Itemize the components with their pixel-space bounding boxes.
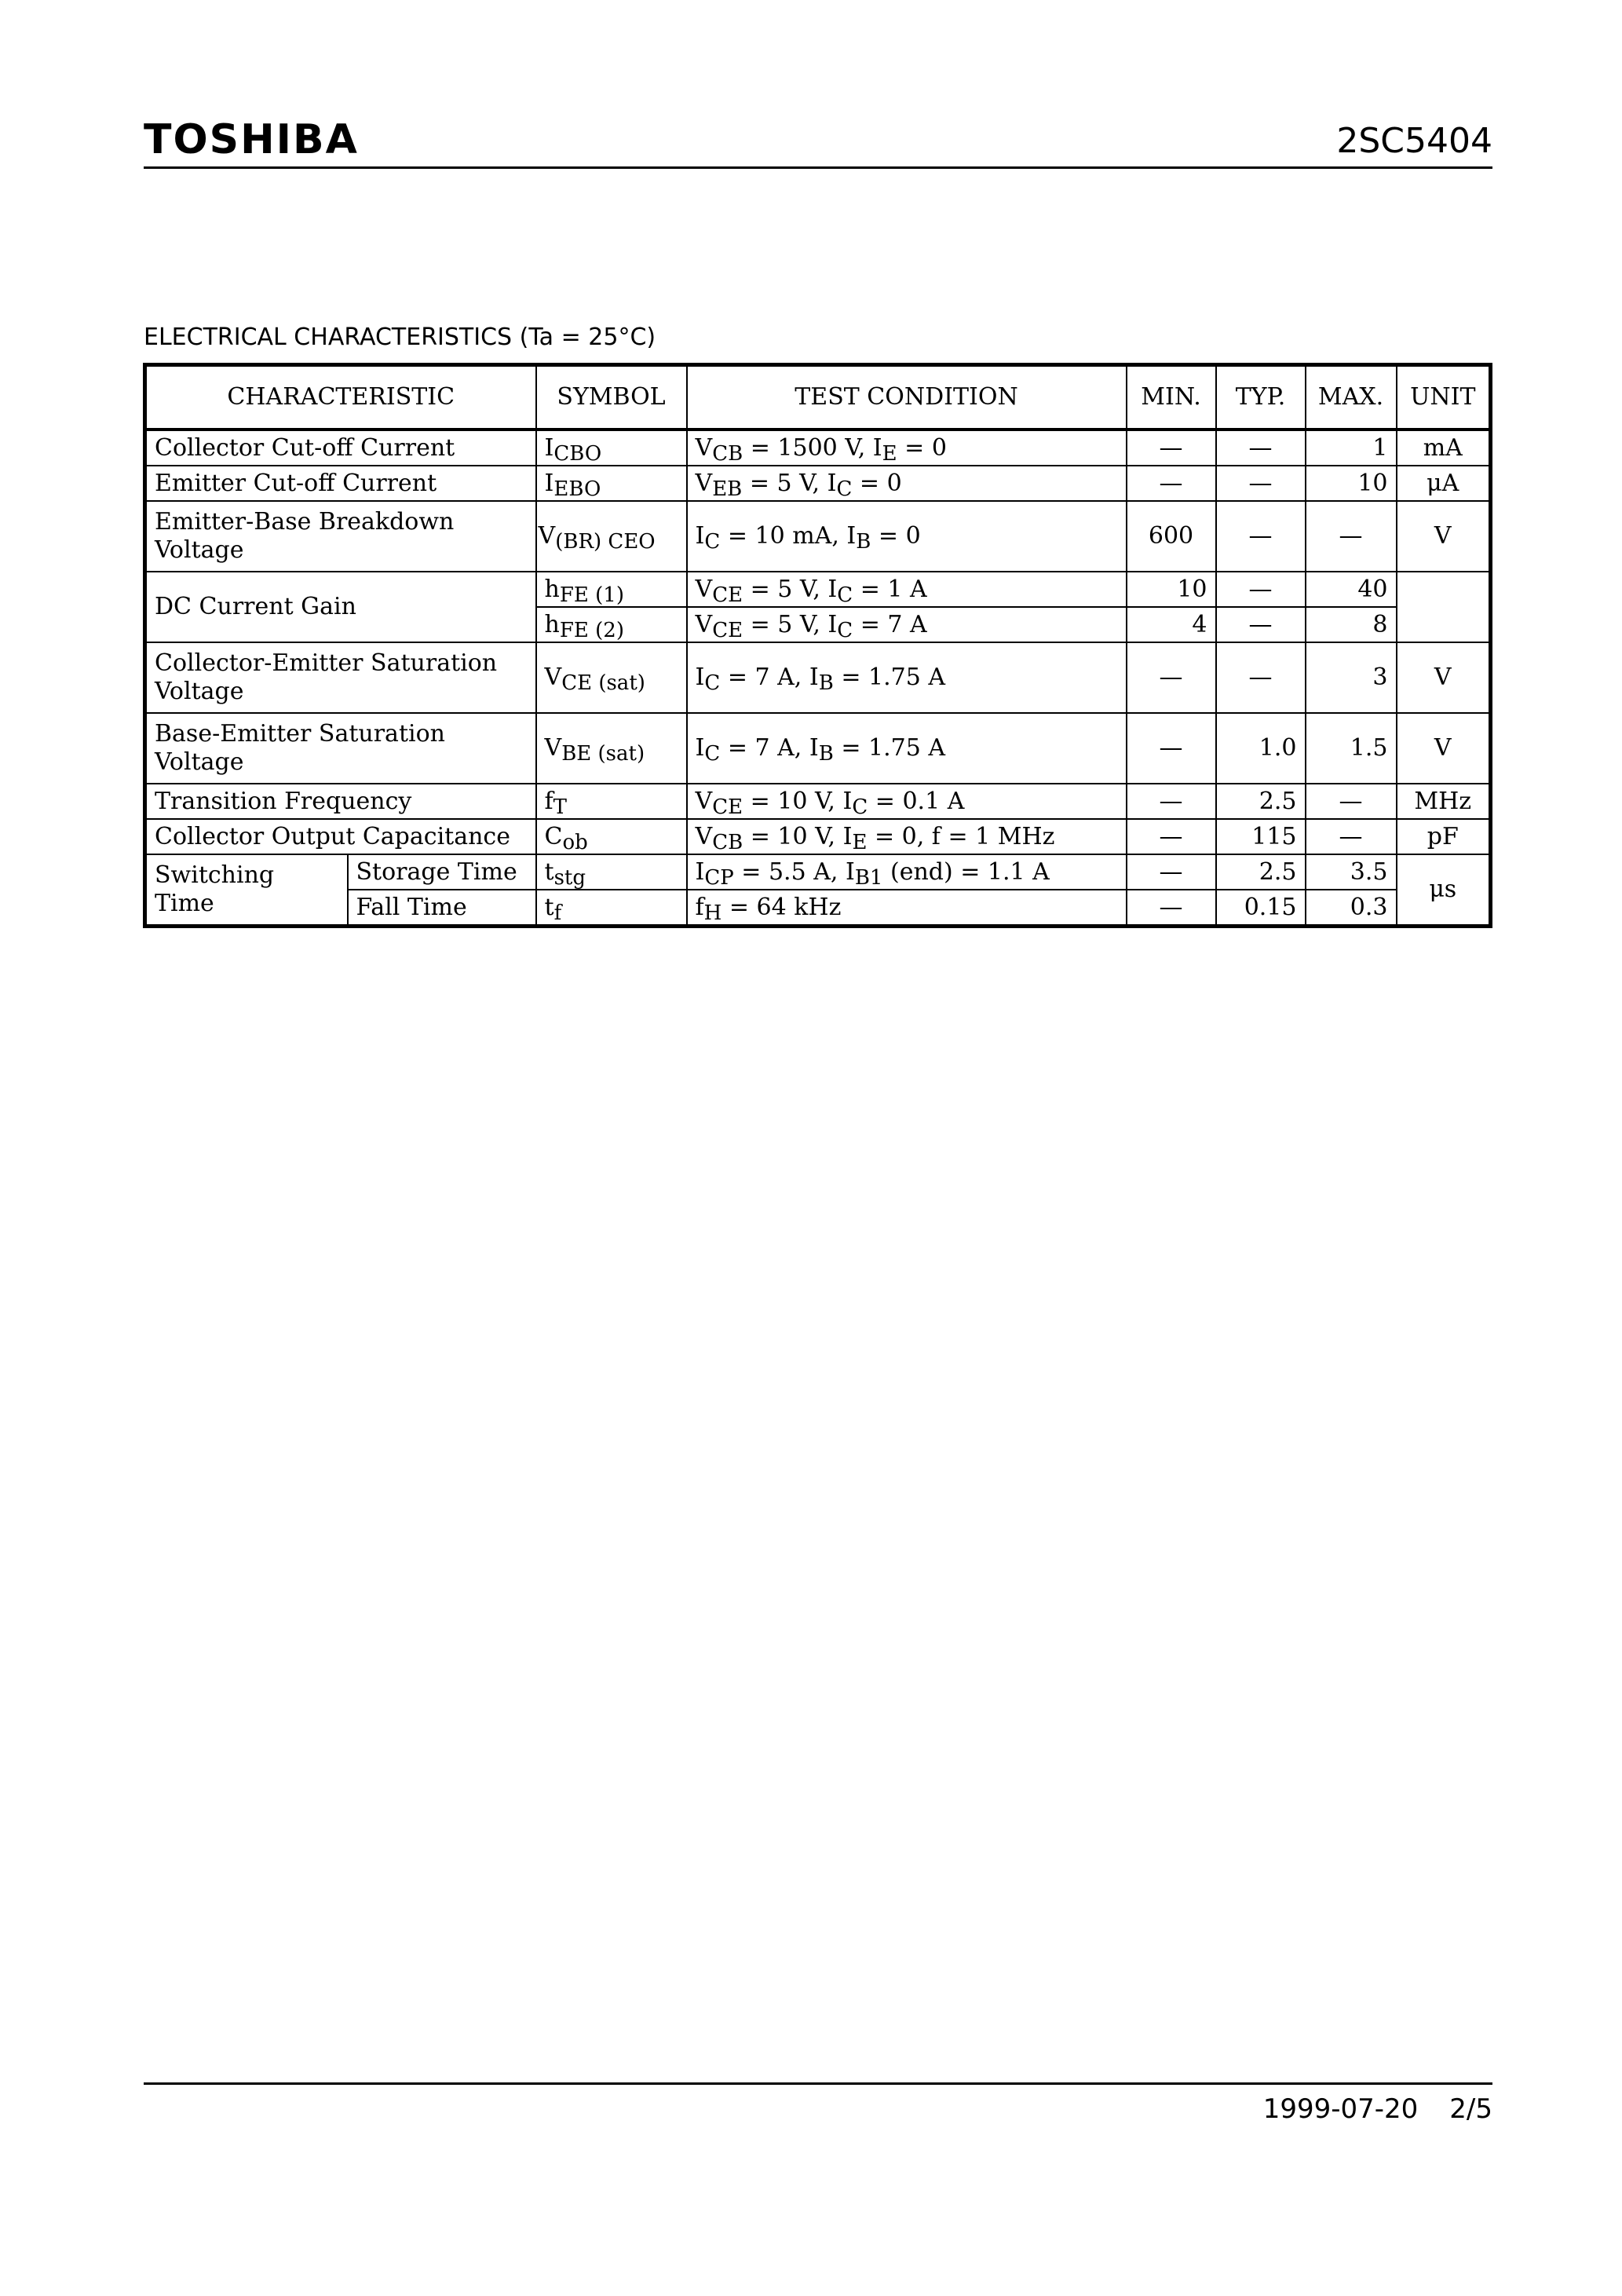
test-condition-cell: $V_{CE} = 5$ V, $I_C = 1$ A xyxy=(687,572,1127,607)
min-cell: — xyxy=(1127,890,1216,927)
typ-cell: 2.5 xyxy=(1216,854,1306,890)
page-header xyxy=(144,116,1492,169)
unit-cell: V xyxy=(1397,642,1491,713)
test-condition-cell: $V_{CE} = 5$ V, $I_C = 7$ A xyxy=(687,607,1127,642)
characteristic-line: Voltage xyxy=(155,748,244,776)
unit-cell: mA xyxy=(1397,430,1491,466)
typ-cell: 115 xyxy=(1216,819,1306,854)
symbol-cell: $I_{EBO}$ xyxy=(536,466,687,501)
min-cell: — xyxy=(1127,784,1216,819)
col-header-test-condition: TEST CONDITION xyxy=(687,365,1127,430)
min-cell: 4 xyxy=(1127,607,1216,642)
table-row xyxy=(145,819,1491,854)
test-condition-cell: $V_{EB} = 5$ V, $I_C = 0$ xyxy=(687,466,1127,501)
unit-cell: MHz xyxy=(1397,784,1491,819)
typ-cell: — xyxy=(1216,466,1306,501)
min-cell: — xyxy=(1127,642,1216,713)
table-row xyxy=(145,501,1491,572)
max-cell: — xyxy=(1306,501,1397,572)
footer-page-number: 2/5 xyxy=(1449,2093,1492,2125)
max-cell: 3.5 xyxy=(1306,854,1397,890)
symbol-cell: $h_{FE (2)}$ xyxy=(536,607,687,642)
max-cell: 0.3 xyxy=(1306,890,1397,927)
characteristic-cell xyxy=(145,713,536,784)
symbol-cell: $f_T$ xyxy=(536,784,687,819)
characteristic-line: Collector-Emitter Saturation xyxy=(155,649,498,677)
unit-cell: μs xyxy=(1397,854,1491,927)
typ-cell: — xyxy=(1216,501,1306,572)
max-cell: 3 xyxy=(1306,642,1397,713)
symbol-cell: $V_{CE (sat)}$ xyxy=(536,642,687,713)
max-cell: 1.5 xyxy=(1306,713,1397,784)
characteristic-cell: Fall Time xyxy=(348,890,536,927)
page-footer xyxy=(1263,2092,1492,2126)
toshiba-logo: TOSHIBA xyxy=(144,116,359,163)
unit-cell: V xyxy=(1397,713,1491,784)
characteristic-line: Base-Emitter Saturation xyxy=(155,720,445,748)
max-cell: — xyxy=(1306,819,1397,854)
table-row xyxy=(145,572,1491,607)
test-condition-cell: $f_H = 64$ kHz xyxy=(687,890,1127,927)
typ-cell: — xyxy=(1216,572,1306,607)
min-cell: — xyxy=(1127,819,1216,854)
table-row xyxy=(145,854,1491,890)
switching-time-group-cell xyxy=(145,854,348,927)
characteristic-cell: DC Current Gain xyxy=(145,572,536,642)
section-title: ELECTRICAL CHARACTERISTICS (Ta = 25°C) xyxy=(144,324,656,351)
unit-cell xyxy=(1397,572,1491,642)
col-header-typ: TYP. xyxy=(1216,365,1306,430)
footer-date: 1999-07-20 xyxy=(1262,2093,1419,2125)
test-condition-cell: $V_{CB} = 1500$ V, $I_E = 0$ xyxy=(687,430,1127,466)
characteristic-cell xyxy=(145,642,536,713)
min-cell: 600 xyxy=(1127,501,1216,572)
max-cell: 10 xyxy=(1306,466,1397,501)
footer-divider xyxy=(144,2082,1492,2085)
characteristic-cell: Emitter Cut-off Current xyxy=(145,466,536,501)
characteristic-cell xyxy=(145,501,536,572)
min-cell: — xyxy=(1127,713,1216,784)
test-condition-cell: $I_C = 7$ A, $I_B = 1.75$ A xyxy=(687,642,1127,713)
characteristic-cell: Collector Cut-off Current xyxy=(145,430,536,466)
symbol-cell: $t_{stg}$ xyxy=(536,854,687,890)
table-row xyxy=(145,642,1491,713)
typ-cell: 1.0 xyxy=(1216,713,1306,784)
min-cell: — xyxy=(1127,430,1216,466)
characteristic-line: Voltage xyxy=(155,536,244,564)
min-cell: — xyxy=(1127,466,1216,501)
table-row xyxy=(145,466,1491,501)
max-cell: 8 xyxy=(1306,607,1397,642)
header-row xyxy=(145,365,1491,430)
symbol-cell: $C_{ob}$ xyxy=(536,819,687,854)
max-cell: 40 xyxy=(1306,572,1397,607)
characteristic-cell: Collector Output Capacitance xyxy=(145,819,536,854)
symbol-cell: $I_{CBO}$ xyxy=(536,430,687,466)
unit-cell: V xyxy=(1397,501,1491,572)
typ-cell: — xyxy=(1216,430,1306,466)
table-row xyxy=(145,713,1491,784)
col-header-unit: UNIT xyxy=(1397,365,1491,430)
max-cell: — xyxy=(1306,784,1397,819)
table-row xyxy=(145,784,1491,819)
test-condition-cell: $I_C = 7$ A, $I_B = 1.75$ A xyxy=(687,713,1127,784)
unit-cell: pF xyxy=(1397,819,1491,854)
table-row xyxy=(145,430,1491,466)
characteristic-line: Switching xyxy=(155,861,275,889)
col-header-symbol: SYMBOL xyxy=(536,365,687,430)
characteristic-line: Emitter-Base Breakdown xyxy=(155,508,455,536)
test-condition-cell: $V_{CE} = 10$ V, $I_C = 0.1$ A xyxy=(687,784,1127,819)
symbol-cell: $t_f$ xyxy=(536,890,687,927)
typ-cell: 2.5 xyxy=(1216,784,1306,819)
unit-cell: μA xyxy=(1397,466,1491,501)
symbol-cell: $h_{FE (1)}$ xyxy=(536,572,687,607)
col-header-min: MIN. xyxy=(1127,365,1216,430)
characteristic-cell: Storage Time xyxy=(348,854,536,890)
min-cell: 10 xyxy=(1127,572,1216,607)
typ-cell: 0.15 xyxy=(1216,890,1306,927)
table-row xyxy=(145,890,1491,927)
col-header-characteristic: CHARACTERISTIC xyxy=(145,365,536,430)
test-condition-cell: $V_{CB} = 10$ V, $I_E = 0$, f = 1 MHz xyxy=(687,819,1127,854)
test-condition-cell: $I_{CP} = 5.5$ A, $I_{B1}$ (end) = 1.1 A xyxy=(687,854,1127,890)
test-condition-cell: $I_C = 10$ mA, $I_B = 0$ xyxy=(687,501,1127,572)
characteristic-cell: Transition Frequency xyxy=(145,784,536,819)
electrical-characteristics-table xyxy=(143,363,1492,928)
part-number: 2SC5404 xyxy=(1336,121,1492,161)
typ-cell: — xyxy=(1216,642,1306,713)
symbol-cell: $V_{BE (sat)}$ xyxy=(536,713,687,784)
typ-cell: — xyxy=(1216,607,1306,642)
max-cell: 1 xyxy=(1306,430,1397,466)
characteristic-line: Voltage xyxy=(155,678,244,705)
characteristic-line: Time xyxy=(155,890,214,917)
col-header-max: MAX. xyxy=(1306,365,1397,430)
symbol-cell: $V_{(BR) CEO}$ xyxy=(536,501,687,572)
min-cell: — xyxy=(1127,854,1216,890)
